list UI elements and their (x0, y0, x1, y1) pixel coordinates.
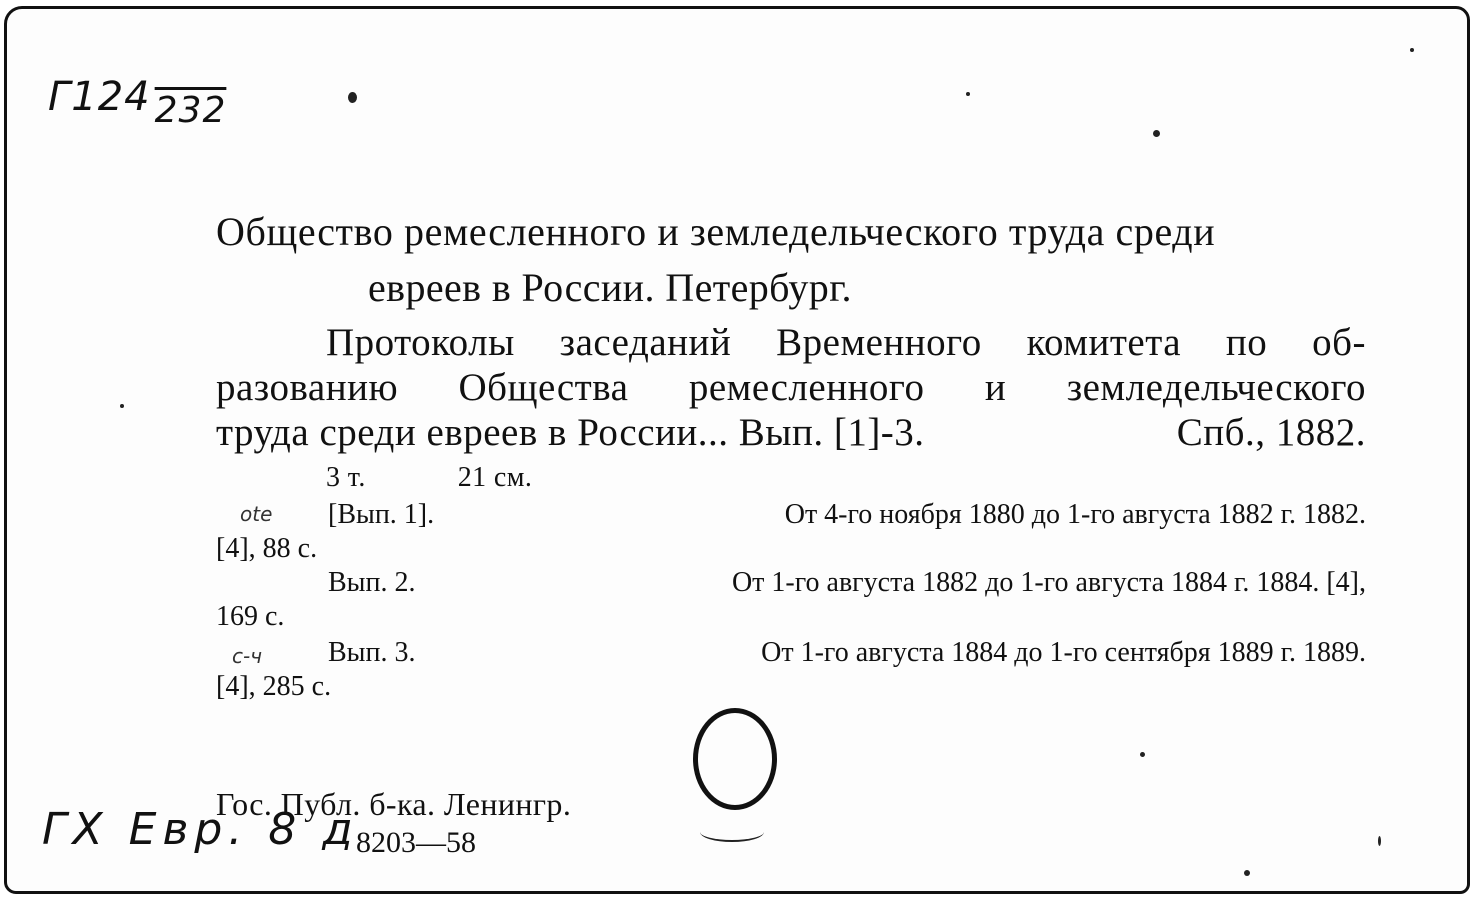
volume-2-label: Вып. 2. (328, 567, 416, 598)
title-line-1: Протоколы заседаний Временного комитета по об- (326, 321, 1366, 364)
volume-3-entry (216, 636, 1366, 704)
volume-3-label: Вып. 3. (328, 637, 416, 668)
print-number: 8203—58 (356, 826, 476, 859)
ink-speck (1410, 48, 1414, 52)
shelfmark-top (48, 74, 227, 131)
volume-2-text: От 1-го августа 1882 до 1-го августа 1884 г. 1884. [4], (731, 567, 1366, 598)
size: 21 см. (457, 462, 533, 493)
volume-2-entry (216, 566, 1366, 634)
ink-speck (1244, 870, 1250, 876)
circle-stamp (693, 708, 777, 810)
ink-speck (966, 92, 970, 96)
volume-1-mark: ote (240, 502, 273, 526)
volume-3-mark: с-ч (232, 644, 263, 668)
shelfmark-bottom: ГХ Евр. 8 д (42, 804, 359, 855)
title-block (216, 320, 1366, 455)
title-line-3 (216, 410, 1366, 455)
volume-1-pages: [4], 88 с. (216, 533, 318, 564)
shelfmark-top-number: Г124 (48, 74, 151, 120)
ink-speck (120, 404, 124, 408)
volume-1-entry (216, 498, 1366, 566)
imprint: Спб., 1882. (1176, 411, 1366, 454)
shelfmark-top-denominator: 232 (154, 90, 227, 131)
title-line-2: разованию Общества ремесленного и земледельческого (216, 366, 1366, 409)
title-line-3-text: труда среди евреев в России... Вып. [1]-3. (216, 411, 925, 454)
volume-1-text: От 4-го ноября 1880 до 1-го августа 1882 г. 1882. (784, 499, 1366, 530)
volume-count: 3 т. (326, 462, 366, 493)
stamp-mark (700, 822, 764, 842)
volume-2-pages: 169 с. (216, 601, 285, 632)
volume-3-text: От 1-го августа 1884 до 1-го сентября 1889 г. 1889. (761, 637, 1366, 668)
library-name: Гос. Публ. б-ка. Ленингр. (216, 786, 572, 822)
volume-1-label: [Вып. 1]. (328, 499, 435, 530)
ink-speck (1140, 752, 1145, 757)
heading-line-1: Общество ремесленного и земледельческого труда среди (216, 209, 1216, 254)
ink-speck (1378, 836, 1381, 846)
volume-3-pages: [4], 285 с. (216, 671, 332, 702)
heading-line-2: евреев в России. Петербург. (368, 265, 852, 310)
ink-speck (1153, 130, 1160, 137)
physical-description (326, 462, 532, 494)
ink-speck (348, 92, 357, 103)
